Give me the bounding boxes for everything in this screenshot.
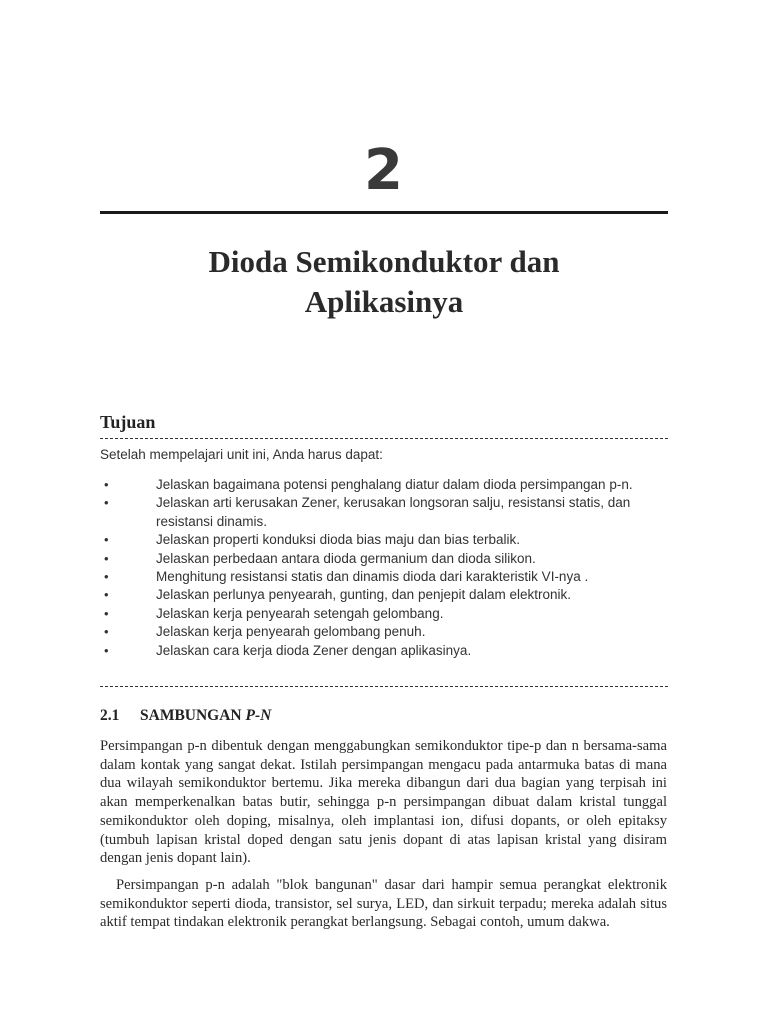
objective-text: Jelaskan perbedaan antara dioda germanium dan dioda silikon.	[156, 550, 536, 566]
objectives-top-divider	[100, 438, 668, 439]
objectives-bottom-divider	[100, 686, 668, 687]
body-paragraph: Persimpangan p-n adalah "blok bangunan" dasar dari hampir semua perangkat elektronik semikonduktor seperti dioda, transistor, sel surya, LED, dan sirkuit terpadu; mereka adalah situs aktif tempat tindakan elektronik perangkat berlangsung. Sebagai contoh, umum dakwa.	[100, 877, 667, 931]
objective-text: Jelaskan perlunya penyearah, gunting, dan penjepit dalam elektronik.	[156, 587, 572, 603]
objectives-list	[100, 476, 668, 660]
objective-text: Jelaskan kerja penyearah gelombang penuh.	[156, 624, 426, 640]
section-title: SAMBUNGAN	[140, 707, 246, 724]
chapter-number: 2	[364, 138, 404, 203]
objectives-intro: Setelah mempelajari unit ini, Anda harus dapat:	[100, 447, 383, 462]
bullet-icon: •	[104, 642, 109, 658]
objective-text: Menghitung resistansi statis dan dinamis dioda dari karakteristik VI-nya .	[156, 569, 589, 585]
bullet-icon: •	[104, 477, 109, 492]
bullet-icon: •	[104, 624, 109, 640]
list-item	[100, 531, 668, 549]
objective-text: Jelaskan kerja penyearah setengah gelombang.	[156, 605, 444, 621]
objective-text: Jelaskan properti konduksi dioda bias maju dan bias terbalik.	[156, 532, 520, 548]
body-paragraph: Persimpangan p-n dibentuk dengan menggabungkan semikonduktor tipe-p dan n bersama-sama dalam kontak yang sangat dekat. Istilah persimpangan mengacu pada antarmuka batas di mana dua wilayah semikonduktor bertemu. Jika mereka dibangun dari dua bagian yang terpisah ini akan memperkenalkan batas butir, sehingga p-n persimpangan dibuat dalam kristal tunggal semikonduktor oleh doping, misalnya, oleh implantasi ion, difusi dopants, or oleh epitaksy (tumbuh lapisan kristal doped dengan satu jenis dopant di atas lapisan kristal yang disiram dengan jenis dopant lain).	[100, 738, 667, 867]
chapter-title	[0, 242, 768, 322]
objectives-heading: Tujuan	[100, 412, 156, 432]
section-heading	[100, 707, 271, 725]
objective-text: Jelaskan bagaimana potensi penghalang diatur dalam dioda persimpangan p-n.	[156, 477, 633, 492]
list-item	[100, 586, 668, 604]
list-item	[100, 642, 668, 660]
list-item	[100, 476, 668, 494]
bullet-icon: •	[104, 550, 109, 566]
chapter-rule	[100, 211, 668, 214]
bullet-icon: •	[104, 605, 109, 621]
objective-text: Jelaskan cara kerja dioda Zener dengan aplikasinya.	[156, 642, 472, 658]
chapter-title-line2: Aplikasinya	[304, 284, 464, 319]
list-item	[100, 568, 668, 586]
bullet-icon: •	[104, 495, 109, 511]
bullet-icon: •	[104, 569, 109, 585]
list-item	[100, 494, 668, 531]
list-item	[100, 623, 668, 641]
section-number: 2.1	[100, 707, 120, 724]
list-item	[100, 550, 668, 568]
chapter-title-line1: Dioda Semikonduktor dan	[208, 244, 560, 279]
bullet-icon: •	[104, 532, 109, 548]
list-item	[100, 605, 668, 623]
section-title-italic: P-N	[245, 707, 272, 724]
bullet-icon: •	[104, 587, 109, 603]
objective-text: Jelaskan arti kerusakan Zener, kerusakan longsoran salju, resistansi statis, dan resistansi dinamis.	[156, 495, 631, 529]
